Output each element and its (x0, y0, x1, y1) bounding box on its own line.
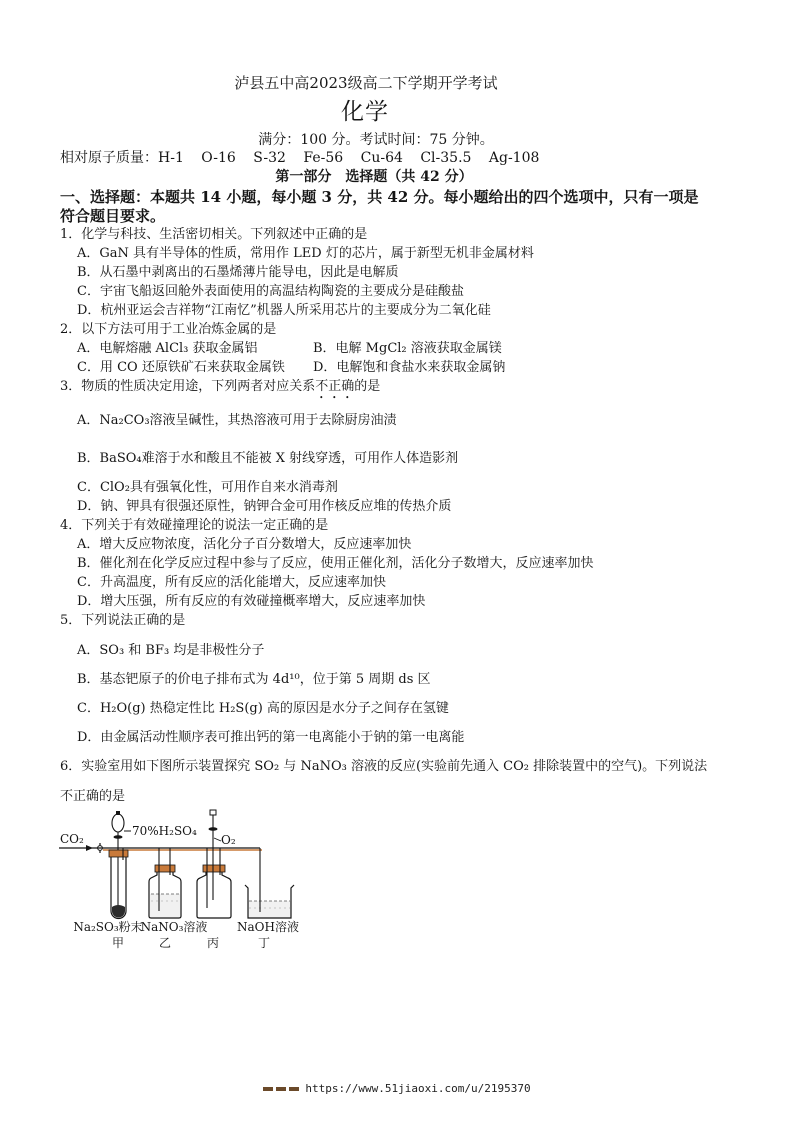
q4-option-c: C．升高温度，所有反应的活化能增大，反应速率加快 (77, 575, 386, 590)
ding-vessel-label: 丁 (257, 936, 271, 950)
co2-label: CO₂ (60, 832, 84, 846)
yi-vessel-label: 乙 (158, 936, 172, 950)
score-time-info: 满分：100 分。考试时间：75 分钟。 (258, 132, 494, 148)
ding-liquid (248, 901, 291, 918)
q1-stem: 1．化学与科技、生活密切相关。下列叙述中正确的是 (60, 227, 368, 242)
q3-option-d: D．钠、钾具有很强还原性，钠钾合金可用作核反应堆的传热介质 (77, 499, 452, 514)
q6-stem-line-1: 6．实验室用如下图所示装置探究 SO₂ 与 NaNO₃ 溶液的反应(实验前先通入 CO₂ 排除装置中的空气)。下列说法 (60, 759, 708, 774)
yi-stopper (155, 865, 175, 872)
separatory-funnel-bulb (112, 814, 124, 832)
separatory-funnel-stopcock (114, 835, 123, 839)
site-logo-block-3 (289, 1087, 299, 1091)
ding-reagent-label: NaOH溶液 (237, 920, 299, 934)
yi-liquid (150, 894, 180, 917)
part-title (0, 168, 748, 186)
q3-stem-before: 3．物质的性质决定用途，下列两者对应关系 (60, 379, 316, 394)
q3-option-a: A．Na₂CO₃溶液呈碱性，其热溶液可用于去除厨房油渍 (77, 413, 397, 428)
q1-option-b: B．从石墨中剥离出的石墨烯薄片能导电，因此是电解质 (77, 265, 399, 280)
q2-option-d: D．电解饱和食盐水来获取金属钠 (313, 360, 506, 375)
exam-title: 泸县五中高2023级高二下学期开学考试 (234, 74, 498, 92)
site-logo-icon (263, 1085, 301, 1093)
section-instructions-line-2: 符合题目要求。 (60, 207, 166, 225)
q3-stem-after: 的是 (354, 379, 381, 394)
q5-option-b: B．基态钯原子的价电子排布式为 4d¹⁰，位于第 5 周期 ds 区 (77, 672, 431, 687)
q5-option-a: A．SO₃ 和 BF₃ 均是非极性分子 (77, 643, 265, 658)
o2-stopcock (209, 827, 218, 831)
part-title-section: 选择题（共 42 分） (345, 169, 473, 185)
footer-url-link[interactable]: https://www.51jiaoxi.com/u/2195370 (305, 1082, 531, 1095)
atomic-mass-info: 相对原子质量：H-1 O-16 S-32 Fe-56 Cu-64 Cl-35.5 Ag-108 (60, 150, 540, 166)
vessel-ding (245, 848, 294, 918)
o2-label: O₂ (221, 833, 236, 847)
q2-option-c: C．用 CO 还原铁矿石来获取金属铁 (77, 360, 285, 375)
q4-option-a: A．增大反应物浓度，活化分子百分数增大，反应速率加快 (77, 537, 412, 552)
site-logo-block-1 (263, 1087, 273, 1091)
q3-option-c: C．ClO₂具有强氧化性，可用作自来水消毒剂 (77, 480, 338, 495)
vessel-yi (149, 848, 181, 918)
apparatus-diagram (55, 808, 305, 958)
q5-option-d: D．由金属活动性顺序表可推出钙的第一电离能小于钠的第一电离能 (77, 730, 465, 745)
separatory-funnel-stopper (116, 811, 120, 815)
q1-option-a: A．GaN 具有半导体的性质，常用作 LED 灯的芯片，属于新型无机非金属材料 (77, 246, 534, 261)
q1-option-c: C．宇宙飞船返回舱外表面使用的高温结构陶瓷的主要成分是硅酸盐 (77, 284, 464, 299)
page-footer (0, 1081, 794, 1097)
acid-label: 70%H₂SO₄ (132, 824, 197, 838)
yi-reagent-label: NaNO₃溶液 (140, 920, 208, 934)
q1-option-d: D．杭州亚运会吉祥物“江南忆”机器人所采用芯片的主要成分为二氧化硅 (77, 303, 491, 318)
q6-stem-line-2: 不正确的是 (60, 789, 126, 804)
q2-stem: 2．以下方法可用于工业冶炼金属的是 (60, 322, 277, 337)
q2-option-b: B．电解 MgCl₂ 溶液获取金属镁 (313, 341, 502, 356)
jia-stopper (109, 850, 128, 857)
bing-vessel-label: 丙 (206, 936, 220, 950)
q3-stem (60, 378, 380, 402)
vessel-bing (197, 810, 236, 918)
site-logo-block-2 (276, 1087, 286, 1091)
o2-tube-cap (210, 810, 216, 815)
q3-stem-emphasis: 不正确 (315, 379, 355, 394)
jia-powder (112, 905, 125, 918)
jia-reagent-label: Na₂SO₃粉末 (73, 920, 143, 934)
bing-stopper (203, 865, 225, 872)
jia-vessel-label: 甲 (111, 936, 125, 950)
q4-option-d: D．增大压强，所有反应的有效碰撞概率增大，反应速率加快 (77, 594, 426, 609)
subject-title: 化学 (341, 99, 389, 125)
q2-option-a: A．电解熔融 AlCl₃ 获取金属铝 (77, 341, 258, 356)
o2-leader-line (214, 838, 221, 841)
q5-stem: 5．下列说法正确的是 (60, 613, 186, 628)
q5-option-c: C．H₂O(g) 热稳定性比 H₂S(g) 高的原因是水分子之间存在氢键 (77, 701, 449, 716)
section-instructions-line-1: 一、选择题：本题共 14 小题，每小题 3 分，共 42 分。每小题给出的四个选项中，只有一项是 (60, 188, 699, 206)
q4-stem: 4．下列关于有效碰撞理论的说法一定正确的是 (60, 518, 329, 533)
q3-option-b: B．BaSO₄难溶于水和酸且不能被 X 射线穿透，可用作人体造影剂 (77, 451, 459, 466)
q4-option-b: B．催化剂在化学反应过程中参与了反应，使用正催化剂，活化分子数增大，反应速率加快 (77, 556, 594, 571)
bing-bottle (197, 868, 231, 918)
part-title-number: 第一部分 (275, 169, 332, 185)
